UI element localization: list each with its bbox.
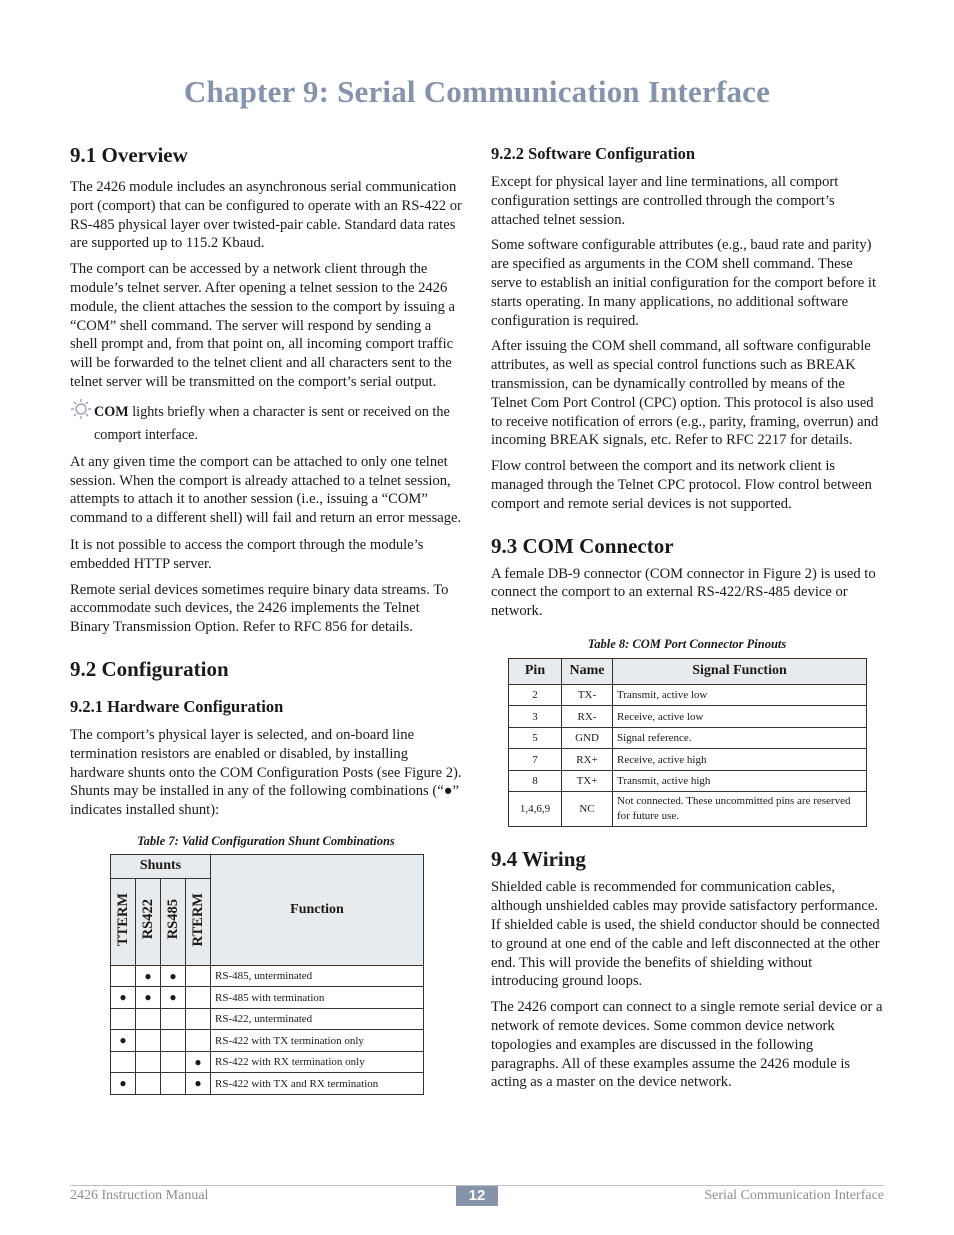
com-connector-heading: 9.3 COM Connector <box>491 533 674 558</box>
note-body: lights briefly when a character is sent or received on the comport interface. <box>94 403 450 443</box>
table8-caption: Table 8: COM Port Connector Pinouts <box>587 636 787 651</box>
table-row: ● RS-422 with TX termination only <box>111 1030 424 1052</box>
col-tterm: TTERM <box>111 878 136 965</box>
shunt-table <box>110 854 424 1095</box>
sun-icon <box>70 398 94 428</box>
hardware-config-heading: 9.2.1 Hardware Configuration <box>70 696 284 716</box>
table-row: 7 RX+ Receive, active high <box>509 749 867 771</box>
footer-manual-title: 2426 Instruction Manual <box>70 1188 209 1203</box>
note-text <box>94 401 462 447</box>
overview-paragraph-3: At any given time the comport can be attached to only one telnet session. When the comport is already attached to a telnet session, attempts to attach it to another session (i.e., issuing a “COM” command to a different shell) will fail and return an error message. <box>70 453 462 527</box>
connector-paragraph: A female DB-9 connector (COM connector in Figure 2) is used to connect the comport to an external RS-422/RS-485 device or network. <box>491 565 876 620</box>
chapter-title: Chapter 9: Serial Communication Interface <box>183 74 771 109</box>
wiring-paragraph-1: Shielded cable is recommended for communication cables, although unshielded cables may provide satisfactory performance. If shielded cable is used, the shield conductor should be connected to ground at one end of the cable and left disconnected at the other end. This will provide the benefits of shielding without introducing ground loops. <box>491 879 880 990</box>
software-paragraph-3: After issuing the COM shell command, all software configurable attributes, as well as special control functions such as BREAK transmission, can be dynamically controlled by means of the Telnet Com Port Control (CPC) option. This protocol is also used to receive notification of errors (e.g., parity, framing, overrun) and incoming BREAK signals, etc. Refer to RFC 2217 for details. <box>491 338 879 449</box>
configuration-heading: 9.2 Configuration <box>70 656 229 681</box>
wiring-paragraph-2: The 2426 comport can connect to a single remote serial device or a network of remote devices. Some common device network topologies and examples are discussed in the following paragraphs. All of these examples assume the 2426 module is acting as a master on the device network. <box>491 999 883 1091</box>
col-rs485: RS485 <box>161 878 186 965</box>
wiring-heading: 9.4 Wiring <box>491 847 586 872</box>
note-bold: COM <box>94 403 129 420</box>
function-header: Function <box>211 854 424 965</box>
right-column <box>491 142 883 1092</box>
signal-header: Signal Function <box>613 658 867 684</box>
table-row: RS-422, unterminated <box>111 1008 424 1030</box>
hardware-paragraph: The comport’s physical layer is selected, and on-board line termination resistors are enabled or disabled, by installing hardware shunts onto the COM Configuration Posts (see Figure 2). Shunts may be installed in any of the following combinations (“●” indicates installed shunt): <box>70 726 462 819</box>
table-row: 5 GND Signal reference. <box>509 727 867 749</box>
table7-caption: Table 7: Valid Configuration Shunt Combinations <box>137 833 395 848</box>
pin-header: Pin <box>509 658 562 684</box>
shunts-header: Shunts <box>111 854 211 878</box>
left-column <box>70 142 462 1095</box>
col-rs422: RS422 <box>136 878 161 965</box>
table-row: 3 RX- Receive, active low <box>509 706 867 728</box>
overview-paragraph-5: Remote serial devices sometimes require binary data streams. To accommodate such devices, the 2426 implements the Telnet Binary Transmission Option. Refer to RFC 856 for details. <box>70 581 449 636</box>
table-row: 8 TX+ Transmit, active high <box>509 770 867 792</box>
software-paragraph-2: Some software configurable attributes (e.g., baud rate and parity) are specified as arguments in the COM shell command. These serve to establish an initial configuration for the comport before it starts operating. In many applications, no additional software configuration is required. <box>491 237 876 329</box>
table-row: ● ● RS-485, unterminated <box>111 965 424 987</box>
software-config-heading: 9.2.2 Software Configuration <box>491 144 696 163</box>
overview-paragraph-4: It is not possible to access the comport through the module’s embedded HTTP server. <box>70 536 424 572</box>
overview-paragraph-2: The comport can be accessed by a network client through the module’s telnet server. After opening a telnet session to the 2426 module, the client attaches the session to the comport by issuing a “COM” shell command. The server will respond by sending a shell prompt and, from that point on, all incoming comport traffic will be forwarded to the telnet client and all characters sent to the telnet server will be transmitted on the comport’s serial output. <box>70 261 456 390</box>
page-number: 12 <box>456 1186 498 1206</box>
overview-heading: 9.1 Overview <box>70 143 188 167</box>
software-paragraph-1: Except for physical layer and line terminations, all comport configuration settings are controlled through the comport’s attached telnet session. <box>491 174 839 228</box>
overview-paragraph-1: The 2426 module includes an asynchronous serial communication port (comport) that can be configured to operate with an RS-422 or RS-485 physical layer over twisted-pair cable. Standard data rates are supported up to 115.2 Kbaud. <box>70 179 462 252</box>
note-box <box>70 401 462 447</box>
table-row: 2 TX- Transmit, active low <box>509 684 867 706</box>
pinout-table <box>508 658 867 828</box>
table-row: ● RS-422 with RX termination only <box>111 1051 424 1073</box>
footer-section-title: Serial Communication Interface <box>704 1188 884 1203</box>
table-row: 1,4,6,9 NC Not connected. These uncommitted pins are reserved for future use. <box>509 792 867 827</box>
col-rterm: RTERM <box>186 878 211 965</box>
name-header: Name <box>562 658 613 684</box>
software-paragraph-4: Flow control between the comport and its network client is managed through the Telnet CPC protocol. Flow control between comport and remote serial devices is not supported. <box>491 458 872 512</box>
table-row: ● ● ● RS-485 with termination <box>111 987 424 1009</box>
table-row: ● ● RS-422 with TX and RX termination <box>111 1073 424 1095</box>
